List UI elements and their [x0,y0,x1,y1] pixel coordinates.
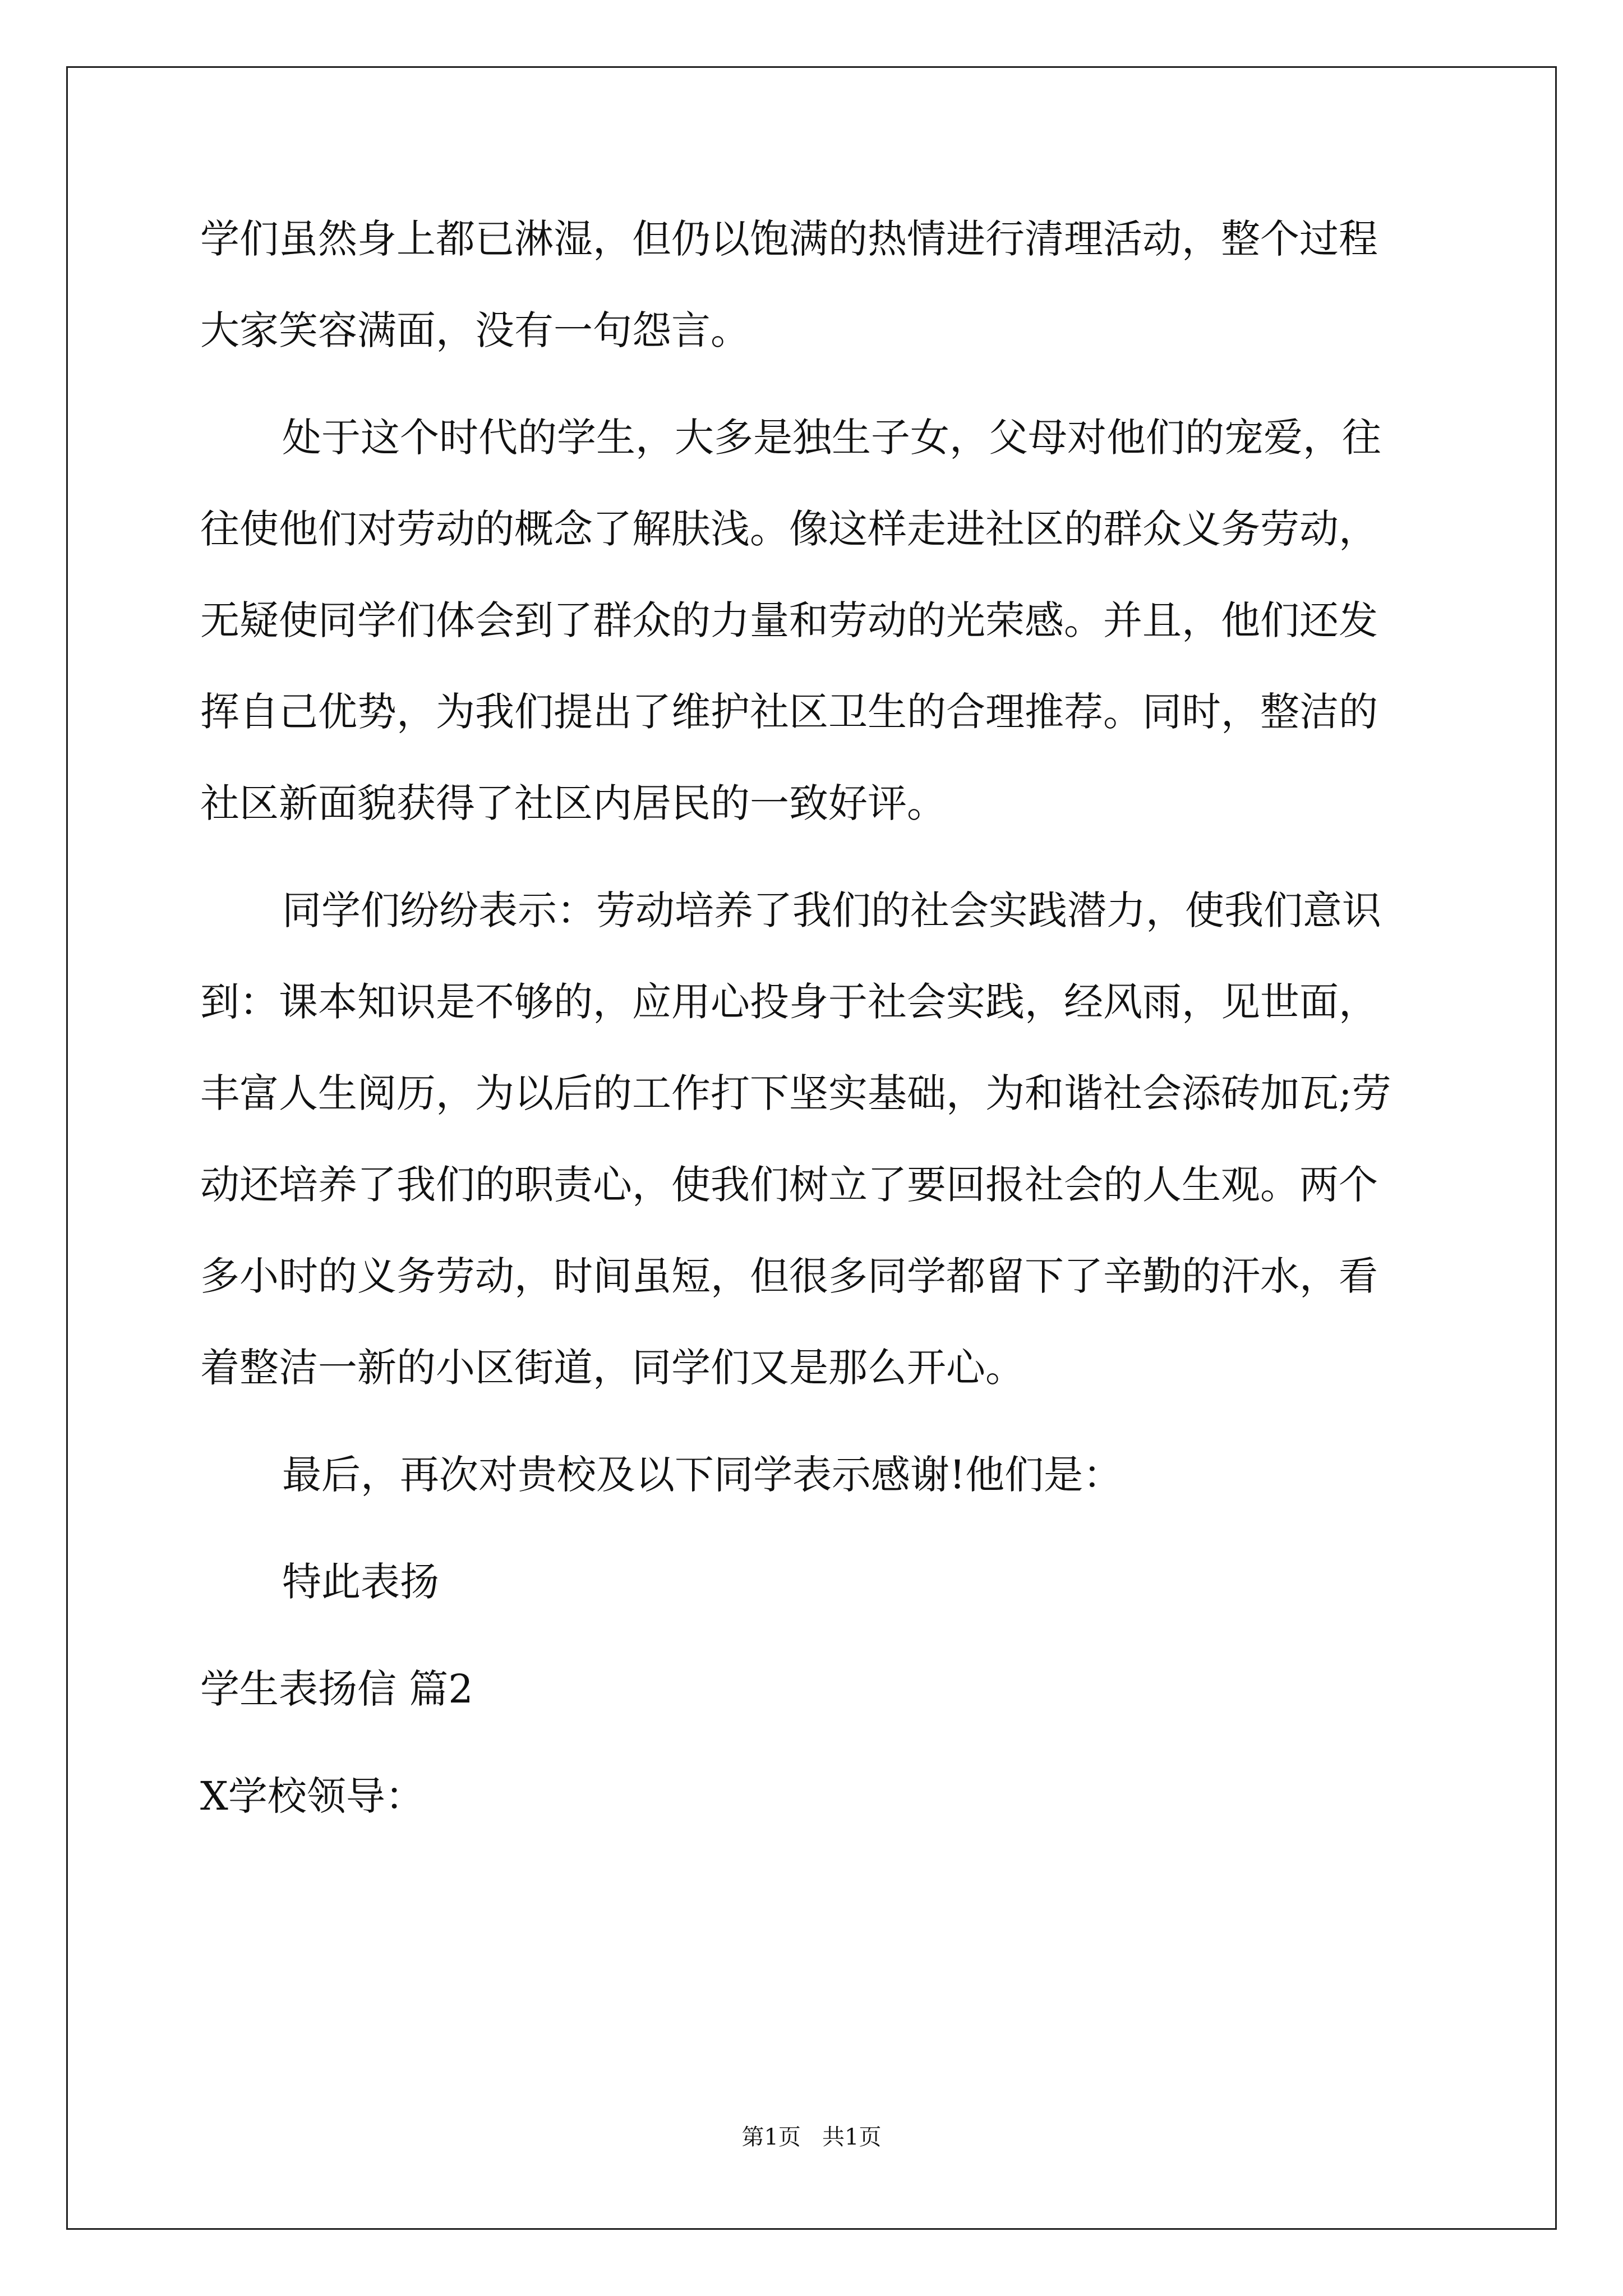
paragraph-4 [200,1429,1434,1521]
text-line: 挥自己优势，为我们提出了维护社区卫生的合理推荐。同时，整洁的 [200,689,1378,735]
text-line: 多小时的义务劳动，时间虽短，但很多同学都留下了辛勤的汗水，看 [200,1253,1378,1299]
section-heading [200,1644,1434,1735]
text-line: 往使他们对劳动的概念了解肤浅。像这样走进社区的群众义务劳动， [200,506,1378,552]
paragraph-5 [200,1536,1434,1628]
text-line: 同学们纷纷表示：劳动培养了我们的社会实践潜力，使我们意识 [282,887,1381,933]
paragraph-3 [200,865,1434,1414]
text-line: 处于这个时代的学生，大多是独生子女，父母对他们的宠爱，往 [282,415,1381,461]
paragraph-1 [200,194,1434,376]
salutation-line: X学校领导： [200,1773,425,1819]
salutation [200,1751,1434,1842]
document-body [200,194,1434,1842]
text-line: 丰富人生阅历，为以后的工作打下坚实基础，为和谐社会添砖加瓦;劳 [200,1070,1391,1116]
text-line: 最后，再次对贵校及以下同学表示感谢!他们是： [282,1452,1123,1498]
text-line: 动还培养了我们的职责心，使我们树立了要回报社会的人生观。两个 [200,1162,1378,1208]
text-line: 大家笑容满面，没有一句怨言。 [200,307,750,353]
text-line: 学们虽然身上都已淋湿，但仍以饱满的热情进行清理活动，整个过程 [200,216,1378,262]
paragraph-2 [200,392,1434,849]
text-line: 特此表扬 [282,1559,439,1605]
heading-line: 学生表扬信 篇2 [200,1666,473,1712]
text-line: 着整洁一新的小区街道，同学们又是那么开心。 [200,1345,1025,1391]
text-line: 无疑使同学们体会到了群众的力量和劳动的光荣感。并且，他们还发 [200,597,1378,643]
text-line: 社区新面貌获得了社区内居民的一致好评。 [200,780,946,826]
page-footer: 第1页 共1页 [741,2124,882,2150]
text-line: 到：课本知识是不够的，应用心投身于社会实践，经风雨，见世面， [200,979,1378,1025]
